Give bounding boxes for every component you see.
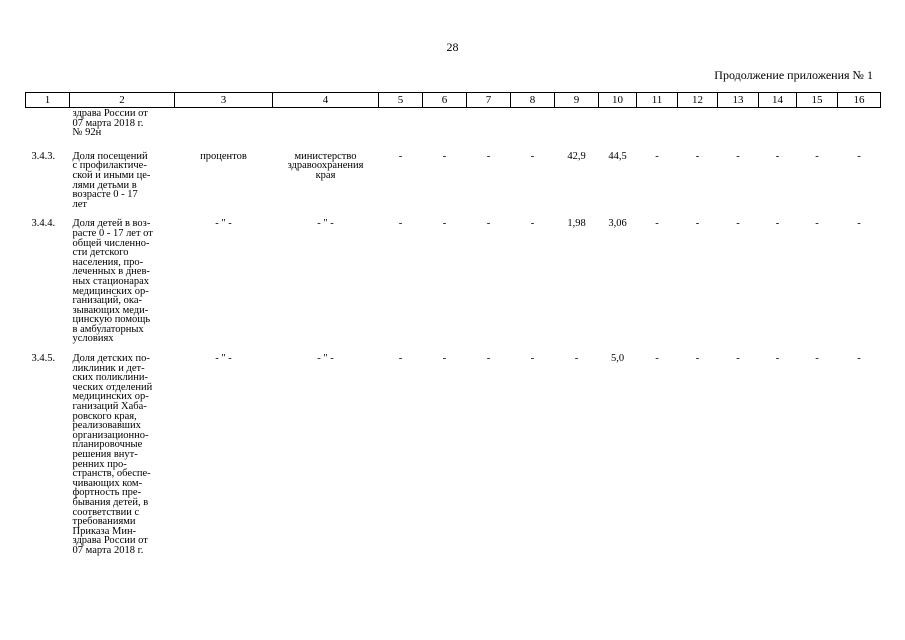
value-cell: -	[398, 353, 403, 365]
col-header-16: 16	[838, 93, 881, 108]
table-row	[26, 152, 881, 220]
table-row	[26, 219, 881, 354]
value-cell: -	[574, 353, 579, 365]
col-header-15: 15	[797, 93, 838, 108]
row-number: 3.4.3.	[31, 150, 56, 162]
value-cell: -	[442, 353, 447, 365]
value-cell: -	[736, 353, 740, 365]
value-cell: -	[530, 218, 535, 230]
value-cell: -	[857, 218, 861, 230]
col-header-4: 4	[273, 93, 379, 108]
responsible-org: - " -	[317, 218, 334, 230]
col-header-1: 1	[26, 93, 70, 108]
table-row	[26, 354, 881, 555]
value-cell: -	[815, 353, 819, 365]
value-cell: 1,98	[567, 218, 586, 230]
value-cell: -	[530, 150, 535, 162]
table-row-carry-over	[26, 108, 881, 152]
value-cell: -	[655, 218, 659, 230]
indicator-name: Доля посещений с профилактиче- ской и иными це- лями детьми в возрасте 0 - 17 лет	[72, 150, 151, 210]
col-header-10: 10	[599, 93, 637, 108]
value-cell: 5,0	[610, 353, 625, 365]
indicator-name: Доля детских по- ликлиник и дет- ских поликлини- ческих отделений медицинских ор- ганизаций Хаба- ровского края, реализовавших организационно- планировочные решения внут- ренних про- странств, обеспе- чивающих ком- фортность пре- бывания детей, в соответствии с требованиями Приказа Мин- здрава России от 07 марта 2018 г.	[72, 353, 153, 556]
value-cell: -	[486, 150, 491, 162]
indicators-table	[25, 92, 881, 556]
value-cell: -	[442, 150, 447, 162]
value-cell: -	[736, 218, 740, 230]
value-cell: -	[655, 150, 659, 162]
value-cell: -	[736, 150, 740, 162]
value-cell: 44,5	[608, 150, 627, 162]
value-cell: 42,9	[567, 150, 586, 162]
row-number: 3.4.4.	[31, 218, 56, 230]
value-cell: -	[530, 353, 535, 365]
value-cell: -	[775, 353, 780, 365]
value-cell: -	[815, 150, 819, 162]
col-header-5: 5	[379, 93, 423, 108]
value-cell: -	[442, 218, 447, 230]
value-cell: -	[857, 353, 861, 365]
col-header-11: 11	[637, 93, 678, 108]
value-cell: -	[486, 218, 491, 230]
carry-over-text: здрава России от 07 марта 2018 г. № 92н	[72, 108, 148, 139]
responsible-org: - " -	[317, 353, 334, 365]
col-header-3: 3	[175, 93, 273, 108]
continuation-label: Продолжение приложения № 1	[714, 68, 873, 82]
value-cell: -	[695, 150, 700, 162]
col-header-6: 6	[423, 93, 467, 108]
unit: процентов	[200, 150, 247, 162]
value-cell: -	[775, 150, 780, 162]
value-cell: -	[695, 353, 700, 365]
value-cell: 3,06	[608, 218, 627, 230]
value-cell: -	[815, 218, 819, 230]
page-number: 28	[446, 40, 459, 54]
value-cell: -	[486, 353, 491, 365]
unit: - " -	[215, 218, 232, 230]
value-cell: -	[398, 218, 403, 230]
col-header-12: 12	[678, 93, 718, 108]
header-row	[26, 93, 881, 108]
value-cell: -	[398, 150, 403, 162]
col-header-14: 14	[759, 93, 797, 108]
value-cell: -	[857, 150, 861, 162]
col-header-7: 7	[467, 93, 511, 108]
row-number: 3.4.5.	[31, 353, 56, 365]
col-header-2: 2	[70, 93, 175, 108]
value-cell: -	[775, 218, 780, 230]
value-cell: -	[655, 353, 659, 365]
col-header-8: 8	[511, 93, 555, 108]
col-header-13: 13	[718, 93, 759, 108]
indicator-name: Доля детей в воз- расте 0 - 17 лет от общей численно- сти детского населения, про- леченных в днев- ных стационарах медицинских ор- ганизаций, ока- зывающих меди- цинскую помощь в амбулаторных условиях	[72, 218, 153, 345]
value-cell: -	[695, 218, 700, 230]
responsible-org: министерство здравоохранения края	[287, 150, 364, 181]
col-header-9: 9	[555, 93, 599, 108]
unit: - " -	[215, 353, 232, 365]
